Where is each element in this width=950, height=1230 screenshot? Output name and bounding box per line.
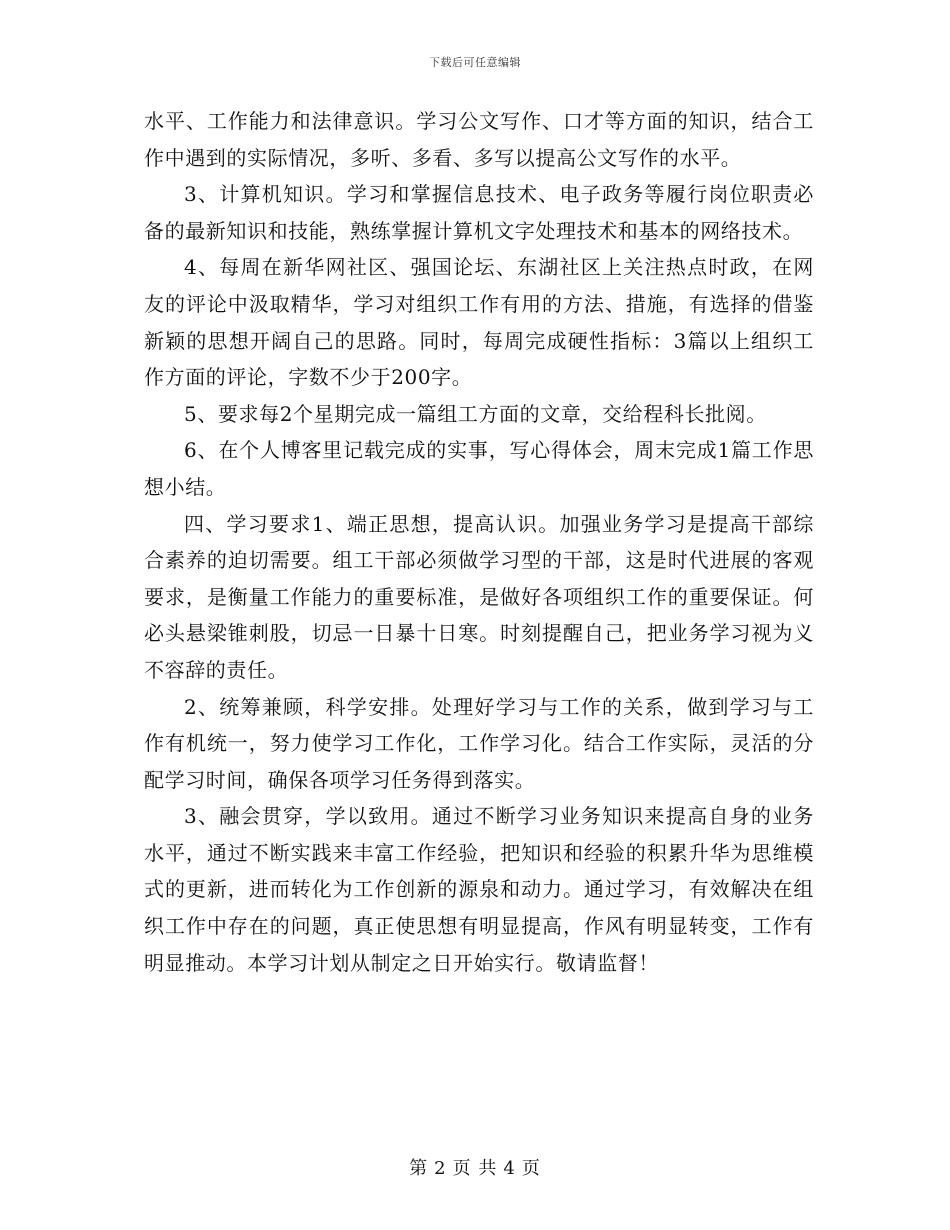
paragraph-study-requirements: 四、学习要求1、端正思想，提高认识。加强业务学习是提高干部综合素养的迫切需要。组工干部必须做学习型的干部，这是时代进展的客观要求，是衡量工作能力的重要标准，是做好各项组织工作的重要保证。何必头悬梁锥刺股，切忌一日暴十日寒。时刻提醒自己，把业务学习视为义不容辞的责任。 (144, 511, 814, 682)
current-page-number: 2 (434, 1158, 447, 1179)
document-body (144, 103, 814, 981)
page-number-footer (0, 1154, 950, 1180)
paragraph-biweekly-article: 5、要求每2个星期完成一篇组工方面的文章，交给程科长批阅。 (184, 401, 767, 426)
page-header-note: 下载后可任意编辑 (429, 56, 521, 69)
footer-middle: 页 共 (452, 1158, 498, 1179)
paragraph-weekly-forum: 4、每周在新华网社区、强国论坛、东湖社区上关注热点时政，在网友的评论中汲取精华，学习对组织工作有用的方法、措施，有选择的借鉴新颖的思想开阔自己的思路。同时，每周完成硬性指标：3篇以上组织工作方面的评论，字数不少于200字。 (144, 255, 814, 390)
paragraph-continuation: 水平、工作能力和法律意识。学习公文写作、口才等方面的知识，结合工作中遇到的实际情况，多听、多看、多写以提高公文写作的水平。 (144, 109, 814, 170)
paragraph-computer-knowledge: 3、计算机知识。学习和掌握信息技术、电子政务等履行岗位职责必备的最新知识和技能，熟练掌握计算机文字处理技术和基本的网络技术。 (144, 182, 814, 243)
total-pages-number: 4 (503, 1158, 516, 1179)
footer-suffix: 页 (521, 1158, 541, 1179)
paragraph-overall-planning: 2、统筹兼顾，科学安排。处理好学习与工作的关系，做到学习与工作有机统一，努力使学习工作化，工作学习化。结合工作实际，灵活的分配学习时间，确保各项学习任务得到落实。 (144, 694, 814, 792)
paragraph-apply-learning: 3、融会贯穿，学以致用。通过不断学习业务知识来提高自身的业务水平，通过不断实践来丰富工作经验，把知识和经验的积累升华为思维模式的更新，进而转化为工作创新的源泉和动力。通过学习，有效解决在组织工作中存在的问题，真正使思想有明显提高，作风有明显转变，工作有明显推动。本学习计划从制定之日开始实行。敬请监督！ (144, 804, 814, 975)
footer-prefix: 第 (409, 1158, 429, 1179)
paragraph-blog-summary: 6、在个人博客里记载完成的实事，写心得体会，周末完成1篇工作思想小结。 (144, 438, 814, 499)
